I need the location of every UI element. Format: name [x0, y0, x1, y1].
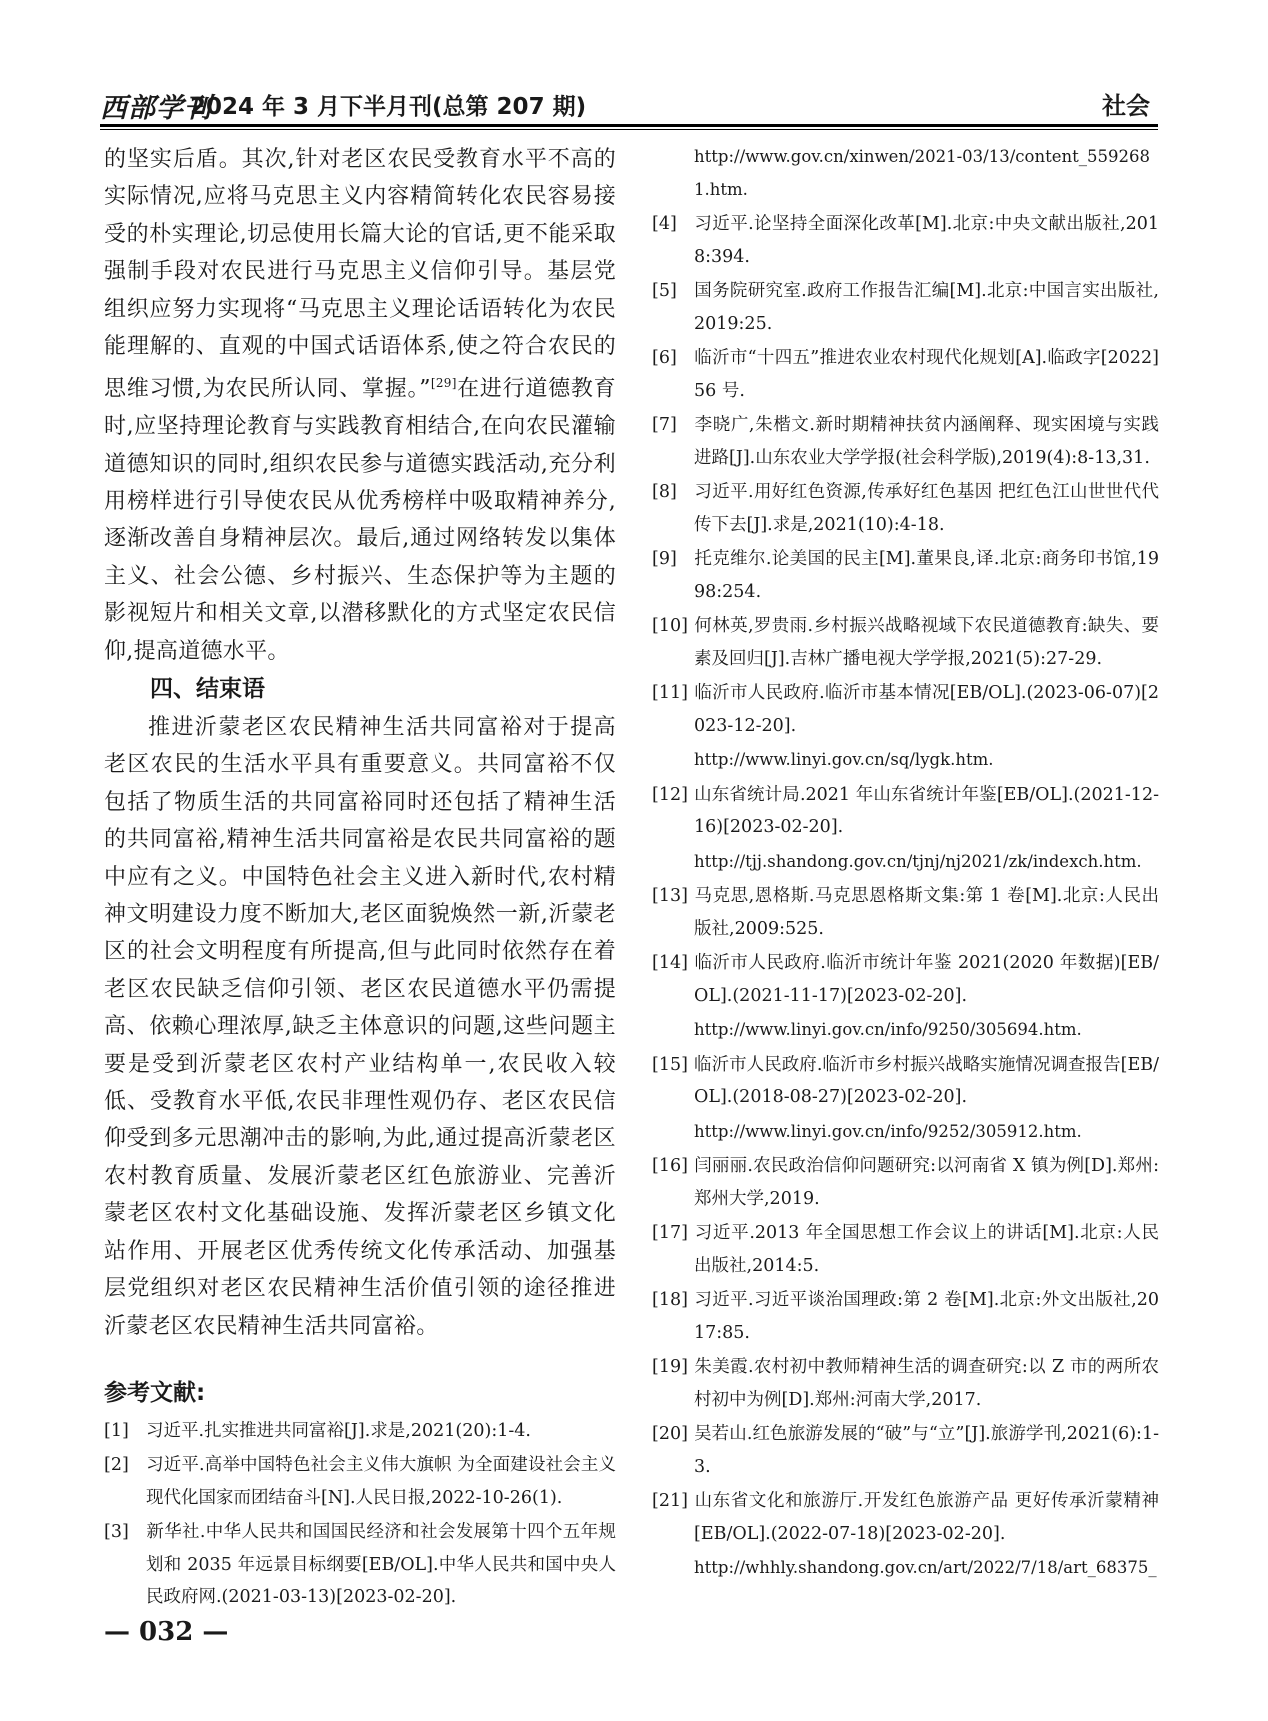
reference-number: [2] — [104, 1455, 129, 1476]
reference-text: 何林英,罗贵雨.乡村振兴战略视域下农民道德教育:缺失、要素及回归[J].吉林广播电视大学学报,2021(5):27-29. — [694, 616, 1159, 669]
reference-number: [6] — [652, 348, 677, 368]
reference-item — [652, 880, 1159, 945]
reference-text: 习近平.2013 年全国思想工作会议上的讲话[M].北京:人民出版社,2014:5. — [694, 1223, 1159, 1276]
reference-text: 习近平.论坚持全面深化改革[M].北京:中央文献出版社,2018:394. — [694, 214, 1159, 267]
reference-item — [652, 1351, 1159, 1416]
reference-text: 习近平.习近平谈治国理政:第 2 卷[M].北京:外文出版社,2017:85. — [694, 1290, 1159, 1343]
reference-item — [652, 275, 1159, 340]
left-column — [104, 141, 616, 1616]
reference-item — [652, 1217, 1159, 1282]
reference-number: [4] — [652, 214, 677, 234]
reference-number: [1] — [104, 1420, 129, 1441]
reference-text: 山东省文化和旅游厅.开发红色旅游产品 更好传承沂蒙精神[EB/OL].(2022-07-18)[2023-02-20]. — [694, 1491, 1159, 1544]
reference-item — [652, 543, 1159, 608]
reference-text: 新华社.中华人民共和国国民经济和社会发展第十四个五年规划和 2035 年远景目标纲要[EB/OL].中华人民共和国中央人民政府网.(2021-03-13)[2023-02-20]. — [146, 1522, 616, 1608]
reference-item — [652, 1485, 1159, 1550]
reference-text: 朱美霞.农村初中教师精神生活的调查研究:以 Z 市的两所农村初中为例[D].郑州:河南大学,2017. — [694, 1357, 1159, 1410]
reference-item — [104, 1516, 616, 1614]
reference-number: [8] — [652, 482, 677, 502]
reference-number: [7] — [652, 415, 677, 435]
reference-number: [13] — [652, 886, 688, 906]
paragraph-text: 的坚实后盾。其次,针对老区农民受教育水平不高的实际情况,应将马克思主义内容精简转化农民容易接受的朴实理论,切忌使用长篇大论的官话,更不能采取强制手段对农民进行马克思主义信仰引导。基层党组织应努力实现将“马克思主义理论话语转化为农民能理解的、直观的中国式话语体系,使之符合农民的思维习惯,为农民所认同、掌握。” — [104, 147, 616, 402]
reference-number: [3] — [104, 1522, 129, 1543]
reference-text: 托克维尔.论美国的民主[M].董果良,译.北京:商务印书馆,1998:254. — [694, 549, 1159, 602]
reference-item — [652, 409, 1159, 474]
reference-text: 临沂市人民政府.临沂市统计年鉴 2021(2020 年数据)[EB/OL].(2021-11-17)[2023-02-20]. — [694, 953, 1159, 1006]
right-column — [652, 141, 1159, 1587]
reference-text: 马克思,恩格斯.马克思恩格斯文集:第 1 卷[M].北京:人民出版社,2009:525. — [694, 886, 1159, 939]
reference-number: [11] — [652, 683, 688, 703]
reference-text: 习近平.高举中国特色社会主义伟大旗帜 为全面建设社会主义现代化国家而团结奋斗[N].人民日报,2022-10-26(1). — [146, 1455, 616, 1508]
reference-text: 临沂市“十四五”推进农业农村现代化规划[A].临政字[2022]56 号. — [694, 348, 1159, 401]
reference-number: [20] — [652, 1424, 688, 1444]
reference-url: http://www.linyi.gov.cn/sq/lygk.htm. — [694, 750, 994, 769]
references-title: 参考文献: — [104, 1379, 206, 1406]
reference-item — [652, 208, 1159, 273]
reference-item — [652, 1418, 1159, 1483]
reference-item — [652, 779, 1159, 844]
reference-item — [652, 1150, 1159, 1215]
reference-text: 山东省统计局.2021 年山东省统计年鉴[EB/OL].(2021-12-16)[2023-02-20]. — [694, 784, 1159, 837]
reference-list-left — [104, 1415, 616, 1614]
journal-logo: 西部学刊 — [100, 93, 212, 124]
reference-number: [14] — [652, 953, 688, 973]
reference-item — [652, 947, 1159, 1012]
reference-number: [9] — [652, 549, 677, 569]
reference-text: 临沂市人民政府.临沂市基本情况[EB/OL].(2023-06-07)[2023-12-20]. — [694, 683, 1159, 736]
reference-item — [104, 1449, 616, 1514]
paragraph-text: 在进行道德教育时,应坚持理论教育与实践教育相结合,在向农民灌输道德知识的同时,组织农民参与道德实践活动,充分利用榜样进行引导使农民从优秀榜样中吸取精神养分,逐渐改善自身精神层次。最后,通过网络转发以集体主义、社会公德、乡村振兴、生态保护等为主题的影视短片和相关文章,以潜移默化的方式坚定农民信仰,提高道德水平。 — [104, 376, 616, 664]
reference-url: http://www.gov.cn/xinwen/2021-03/13/content_5592681.htm. — [694, 147, 1150, 199]
section-heading: 四、结束语 — [150, 676, 265, 703]
reference-number: [16] — [652, 1156, 688, 1176]
reference-text: 临沂市人民政府.临沂市乡村振兴战略实施情况调查报告[EB/OL].(2018-08-27)[2023-02-20]. — [694, 1054, 1159, 1107]
reference-text: 闫丽丽.农民政治信仰问题研究:以河南省 X 镇为例[D].郑州:郑州大学,2019. — [694, 1156, 1159, 1209]
reference-number: [10] — [652, 616, 688, 636]
reference-text: 国务院研究室.政府工作报告汇编[M].北京:中国言实出版社,2019:25. — [694, 281, 1159, 334]
reference-item — [652, 610, 1159, 675]
reference-number: [12] — [652, 784, 688, 805]
reference-item — [652, 1049, 1159, 1114]
reference-number: [21] — [652, 1491, 688, 1511]
section-label: 社会 — [1102, 92, 1150, 120]
reference-text: 李晓广,朱楷文.新时期精神扶贫内涵阐释、现实困境与实践进路[J].山东农业大学学报(社会科学版),2019(4):8-13,31. — [694, 415, 1159, 468]
reference-url: http://www.linyi.gov.cn/info/9252/305912.htm. — [694, 1121, 1082, 1141]
reference-number: [15] — [652, 1054, 688, 1075]
reference-number: [19] — [652, 1357, 688, 1377]
reference-item — [652, 342, 1159, 407]
reference-url: http://www.linyi.gov.cn/info/9250/305694.htm. — [694, 1020, 1082, 1039]
body-paragraph — [104, 141, 616, 670]
reference-number: [17] — [652, 1223, 688, 1243]
reference-url: http://tjj.shandong.gov.cn/tjnj/nj2021/zk/indexch.htm. — [694, 851, 1142, 871]
issue-info: 2024 年 3 月下半月刊(总第 207 期) — [190, 94, 587, 120]
reference-number: [5] — [652, 281, 677, 301]
reference-text: 习近平.用好红色资源,传承好红色基因 把红色江山世世代代传下去[J].求是,2021(10):4-18. — [694, 482, 1159, 535]
reference-text: 习近平.扎实推进共同富裕[J].求是,2021(20):1-4. — [146, 1420, 531, 1441]
reference-item — [652, 677, 1159, 742]
reference-text: 吴若山.红色旅游发展的“破”与“立”[J].旅游学刊,2021(6):1-3. — [694, 1424, 1159, 1477]
header-rule — [100, 124, 1158, 127]
page-number: — 032 — — [104, 1617, 229, 1647]
reference-url: http://whhly.shandong.gov.cn/art/2022/7/18/art_68375_ — [694, 1558, 1157, 1577]
reference-number: [18] — [652, 1290, 688, 1310]
page-header — [100, 84, 1158, 124]
reference-item — [104, 1415, 616, 1448]
reference-item — [652, 476, 1159, 541]
reference-item — [652, 1284, 1159, 1349]
body-paragraph: 推进沂蒙老区农民精神生活共同富裕对于提高老区农民的生活水平具有重要意义。共同富裕不仅包括了物质生活的共同富裕同时还包括了精神生活的共同富裕,精神生活共同富裕是农民共同富裕的题中应有之义。中国特色社会主义进入新时代,农村精神文明建设力度不断加大,老区面貌焕然一新,沂蒙老区的社会文明程度有所提高,但与此同时依然存在着老区农民缺乏信仰引领、老区农民道德水平仍需提高、依赖心理浓厚,缺乏主体意识的问题,这些问题主要是受到沂蒙老区农村产业结构单一,农民收入较低、受教育水平低,农民非理性观仍存、老区农民信仰受到多元思潮冲击的影响,为此,通过提高沂蒙老区农村教育质量、发展沂蒙老区红色旅游业、完善沂蒙老区农村文化基础设施、发挥沂蒙老区乡镇文化站作用、开展老区优秀传统文化传承活动、加强基层党组织对老区农民精神生活价值引领的途径推进沂蒙老区农民精神生活共同富裕。 — [104, 715, 616, 1339]
header-rule-thin — [100, 129, 1158, 130]
citation-superscript: [29] — [430, 376, 457, 391]
